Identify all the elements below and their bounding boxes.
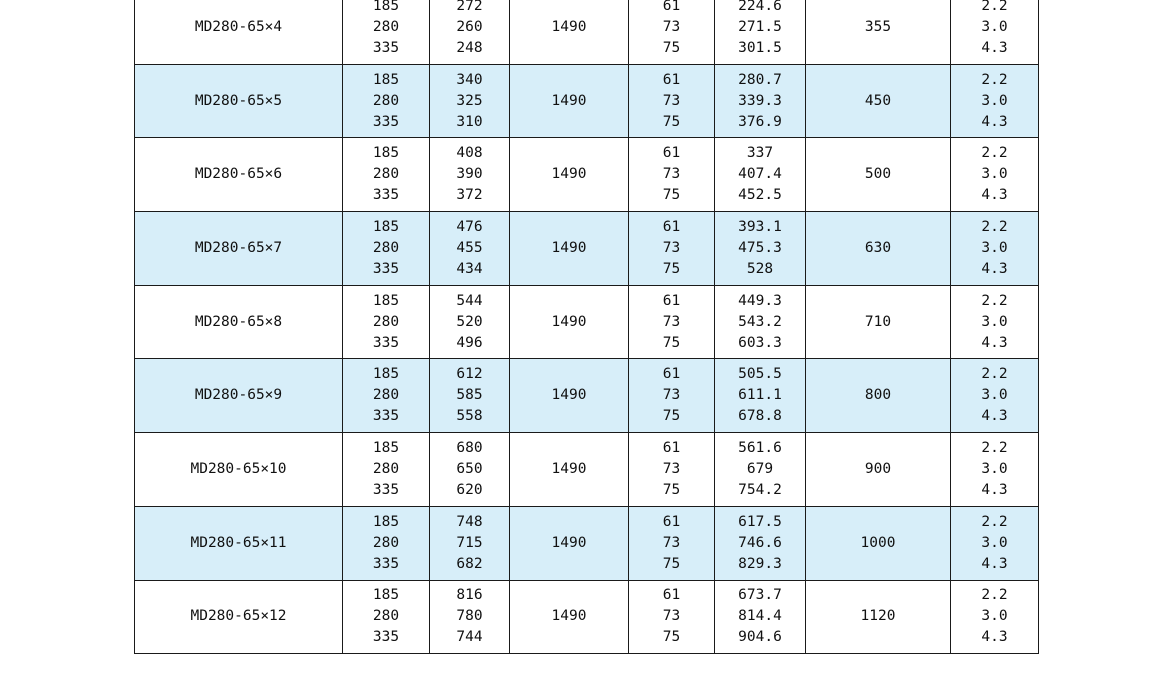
flow-cell-value: 280 (372, 239, 400, 256)
head-cell (430, 285, 510, 359)
flow-cell-value: 335 (372, 629, 400, 646)
shaft-power-cell (715, 433, 806, 507)
shaft-power-cell-value: 301.5 (738, 39, 782, 56)
table-row (135, 138, 1039, 212)
head-cell-value: 408 (456, 145, 483, 162)
efficiency-cell-value: 61 (662, 587, 681, 604)
efficiency-cell (629, 64, 715, 138)
shaft-power-cell-value: 452.5 (738, 187, 782, 204)
head-cell-value: 816 (456, 587, 483, 604)
pump-performance-table (134, 0, 1039, 654)
efficiency-cell-value: 61 (662, 0, 681, 14)
efficiency-cell (629, 138, 715, 212)
flow-cell-value: 280 (372, 387, 400, 404)
npsh-cell-value: 4.3 (981, 555, 1008, 572)
shaft-power-cell-value: 271.5 (738, 18, 782, 35)
efficiency-cell-value: 61 (662, 513, 681, 530)
model-cell: MD280-65×5 (135, 64, 343, 138)
npsh-cell-value: 2.2 (981, 587, 1008, 604)
head-cell-value: 680 (456, 439, 483, 456)
flow-cell-value: 280 (372, 608, 400, 625)
flow-cell-value: 335 (372, 555, 400, 572)
shaft-power-cell-value: 673.7 (738, 587, 782, 604)
flow-cell-value: 185 (372, 292, 400, 309)
flow-cell-value: 335 (372, 408, 400, 425)
npsh-cell-value: 4.3 (981, 113, 1008, 130)
model-cell: MD280-65×10 (135, 433, 343, 507)
shaft-power-cell (715, 285, 806, 359)
flow-cell-value: 335 (372, 334, 400, 351)
shaft-power-cell-value: 224.6 (738, 0, 782, 14)
head-cell-value: 476 (456, 218, 483, 235)
efficiency-cell-value: 75 (662, 39, 681, 56)
motor-power-cell: 800 (806, 359, 951, 433)
efficiency-cell-value: 73 (662, 313, 681, 330)
speed-cell: 1490 (510, 580, 629, 654)
shaft-power-cell-value: 376.9 (738, 113, 782, 130)
efficiency-cell-value: 61 (662, 366, 681, 383)
shaft-power-cell-value: 475.3 (738, 239, 782, 256)
efficiency-cell (629, 433, 715, 507)
efficiency-cell-value: 61 (662, 218, 681, 235)
head-cell-value: 260 (456, 18, 483, 35)
efficiency-cell-value: 73 (662, 460, 681, 477)
npsh-cell-value: 4.3 (981, 260, 1008, 277)
flow-cell-value: 335 (372, 187, 400, 204)
efficiency-cell-value: 75 (662, 334, 681, 351)
head-cell (430, 212, 510, 286)
head-cell-value: 496 (456, 334, 483, 351)
npsh-cell-value: 3.0 (981, 387, 1008, 404)
shaft-power-cell-value: 561.6 (738, 439, 782, 456)
npsh-cell (951, 0, 1039, 64)
npsh-cell-value: 4.3 (981, 334, 1008, 351)
head-cell-value: 682 (456, 555, 483, 572)
flow-cell-value: 185 (372, 587, 400, 604)
flow-cell-value: 335 (372, 260, 400, 277)
shaft-power-cell (715, 212, 806, 286)
head-cell-value: 744 (456, 629, 483, 646)
speed-cell: 1490 (510, 285, 629, 359)
npsh-cell (951, 64, 1039, 138)
flow-cell-value: 335 (372, 481, 400, 498)
shaft-power-cell-value: 528 (746, 260, 774, 277)
flow-cell (343, 433, 430, 507)
table-row (135, 433, 1039, 507)
head-cell (430, 359, 510, 433)
efficiency-cell (629, 359, 715, 433)
speed-cell: 1490 (510, 138, 629, 212)
speed-cell: 1490 (510, 359, 629, 433)
shaft-power-cell-value: 754.2 (738, 481, 782, 498)
shaft-power-cell-value: 280.7 (738, 71, 782, 88)
efficiency-cell (629, 212, 715, 286)
flow-cell (343, 138, 430, 212)
efficiency-cell-value: 73 (662, 608, 681, 625)
efficiency-cell-value: 61 (662, 292, 681, 309)
shaft-power-cell (715, 359, 806, 433)
efficiency-cell-value: 75 (662, 408, 681, 425)
efficiency-cell-value: 75 (662, 481, 681, 498)
head-cell-value: 558 (456, 408, 483, 425)
shaft-power-cell-value: 505.5 (738, 366, 782, 383)
shaft-power-cell-value: 603.3 (738, 334, 782, 351)
efficiency-cell-value: 75 (662, 260, 681, 277)
npsh-cell (951, 212, 1039, 286)
npsh-cell-value: 3.0 (981, 313, 1008, 330)
motor-power-cell: 630 (806, 212, 951, 286)
flow-cell (343, 580, 430, 654)
npsh-cell (951, 359, 1039, 433)
speed-cell: 1490 (510, 0, 629, 64)
flow-cell-value: 185 (372, 439, 400, 456)
head-cell-value: 372 (456, 187, 483, 204)
efficiency-cell-value: 73 (662, 239, 681, 256)
efficiency-cell-value: 61 (662, 145, 681, 162)
efficiency-cell-value: 73 (662, 534, 681, 551)
table-body (135, 0, 1039, 654)
efficiency-cell-value: 75 (662, 629, 681, 646)
npsh-cell (951, 285, 1039, 359)
head-cell-value: 544 (456, 292, 483, 309)
head-cell-value: 248 (456, 39, 483, 56)
shaft-power-cell-value: 678.8 (738, 408, 782, 425)
efficiency-cell-value: 73 (662, 387, 681, 404)
model-cell: MD280-65×4 (135, 0, 343, 64)
shaft-power-cell-value: 746.6 (738, 534, 782, 551)
motor-power-cell: 355 (806, 0, 951, 64)
npsh-cell (951, 433, 1039, 507)
head-cell-value: 612 (456, 366, 483, 383)
table-row (135, 285, 1039, 359)
npsh-cell-value: 3.0 (981, 239, 1008, 256)
head-cell-value: 650 (456, 460, 483, 477)
head-cell-value: 715 (456, 534, 483, 551)
shaft-power-cell-value: 904.6 (738, 629, 782, 646)
head-cell-value: 325 (456, 92, 483, 109)
flow-cell-value: 280 (372, 313, 400, 330)
head-cell-value: 520 (456, 313, 483, 330)
npsh-cell-value: 2.2 (981, 513, 1008, 530)
flow-cell-value: 185 (372, 218, 400, 235)
shaft-power-cell-value: 407.4 (738, 166, 782, 183)
motor-power-cell: 710 (806, 285, 951, 359)
efficiency-cell-value: 61 (662, 439, 681, 456)
motor-power-cell: 500 (806, 138, 951, 212)
head-cell-value: 748 (456, 513, 483, 530)
head-cell (430, 580, 510, 654)
flow-cell-value: 280 (372, 534, 400, 551)
flow-cell-value: 185 (372, 71, 400, 88)
head-cell-value: 390 (456, 166, 483, 183)
table-row (135, 359, 1039, 433)
npsh-cell-value: 3.0 (981, 18, 1008, 35)
npsh-cell (951, 580, 1039, 654)
efficiency-cell-value: 73 (662, 92, 681, 109)
npsh-cell-value: 4.3 (981, 629, 1008, 646)
head-cell-value: 620 (456, 481, 483, 498)
shaft-power-cell-value: 543.2 (738, 313, 782, 330)
shaft-power-cell-value: 829.3 (738, 555, 782, 572)
flow-cell-value: 185 (372, 145, 400, 162)
efficiency-cell-value: 75 (662, 113, 681, 130)
flow-cell-value: 280 (372, 92, 400, 109)
shaft-power-cell-value: 814.4 (738, 608, 782, 625)
flow-cell-value: 280 (372, 18, 400, 35)
efficiency-cell (629, 285, 715, 359)
flow-cell-value: 335 (372, 113, 400, 130)
npsh-cell-value: 4.3 (981, 39, 1008, 56)
npsh-cell-value: 3.0 (981, 460, 1008, 477)
table-row (135, 64, 1039, 138)
model-cell: MD280-65×8 (135, 285, 343, 359)
head-cell (430, 433, 510, 507)
npsh-cell (951, 506, 1039, 580)
head-cell (430, 506, 510, 580)
flow-cell (343, 212, 430, 286)
flow-cell (343, 359, 430, 433)
npsh-cell-value: 2.2 (981, 145, 1008, 162)
model-cell: MD280-65×6 (135, 138, 343, 212)
motor-power-cell: 1120 (806, 580, 951, 654)
flow-cell-value: 280 (372, 460, 400, 477)
table-row (135, 506, 1039, 580)
motor-power-cell: 450 (806, 64, 951, 138)
model-cell: MD280-65×12 (135, 580, 343, 654)
flow-cell-value: 280 (372, 166, 400, 183)
shaft-power-cell-value: 611.1 (738, 387, 782, 404)
head-cell (430, 64, 510, 138)
speed-cell: 1490 (510, 64, 629, 138)
efficiency-cell-value: 75 (662, 555, 681, 572)
efficiency-cell (629, 506, 715, 580)
shaft-power-cell (715, 506, 806, 580)
motor-power-cell: 1000 (806, 506, 951, 580)
flow-cell-value: 185 (372, 366, 400, 383)
npsh-cell-value: 3.0 (981, 534, 1008, 551)
npsh-cell-value: 3.0 (981, 608, 1008, 625)
flow-cell (343, 285, 430, 359)
table-row (135, 580, 1039, 654)
head-cell-value: 780 (456, 608, 483, 625)
flow-cell (343, 506, 430, 580)
npsh-cell-value: 2.2 (981, 439, 1008, 456)
npsh-cell (951, 138, 1039, 212)
head-cell-value: 434 (456, 260, 483, 277)
speed-cell: 1490 (510, 212, 629, 286)
head-cell-value: 455 (456, 239, 483, 256)
npsh-cell-value: 3.0 (981, 92, 1008, 109)
table-row (135, 0, 1039, 64)
efficiency-cell-value: 73 (662, 18, 681, 35)
efficiency-cell-value: 61 (662, 71, 681, 88)
head-cell-value: 585 (456, 387, 483, 404)
head-cell (430, 138, 510, 212)
npsh-cell-value: 4.3 (981, 187, 1008, 204)
flow-cell (343, 64, 430, 138)
flow-cell-value: 335 (372, 39, 400, 56)
flow-cell-value: 185 (372, 0, 400, 14)
head-cell (430, 0, 510, 64)
efficiency-cell-value: 75 (662, 187, 681, 204)
flow-cell (343, 0, 430, 64)
speed-cell: 1490 (510, 433, 629, 507)
model-cell: MD280-65×7 (135, 212, 343, 286)
shaft-power-cell-value: 339.3 (738, 92, 782, 109)
speed-cell: 1490 (510, 506, 629, 580)
npsh-cell-value: 3.0 (981, 166, 1008, 183)
shaft-power-cell (715, 138, 806, 212)
head-cell-value: 340 (456, 71, 483, 88)
shaft-power-cell-value: 449.3 (738, 292, 782, 309)
npsh-cell-value: 2.2 (981, 218, 1008, 235)
npsh-cell-value: 2.2 (981, 292, 1008, 309)
model-cell: MD280-65×11 (135, 506, 343, 580)
npsh-cell-value: 4.3 (981, 481, 1008, 498)
head-cell-value: 310 (456, 113, 483, 130)
motor-power-cell: 900 (806, 433, 951, 507)
npsh-cell-value: 2.2 (981, 0, 1008, 14)
shaft-power-cell-value: 393.1 (738, 218, 782, 235)
npsh-cell-value: 4.3 (981, 408, 1008, 425)
shaft-power-cell-value: 337 (746, 145, 774, 162)
efficiency-cell (629, 0, 715, 64)
head-cell-value: 272 (456, 0, 483, 14)
model-cell: MD280-65×9 (135, 359, 343, 433)
shaft-power-cell (715, 0, 806, 64)
shaft-power-cell-value: 617.5 (738, 513, 782, 530)
table-row (135, 212, 1039, 286)
shaft-power-cell-value: 679 (746, 460, 774, 477)
npsh-cell-value: 2.2 (981, 366, 1008, 383)
shaft-power-cell (715, 580, 806, 654)
npsh-cell-value: 2.2 (981, 71, 1008, 88)
shaft-power-cell (715, 64, 806, 138)
flow-cell-value: 185 (372, 513, 400, 530)
efficiency-cell (629, 580, 715, 654)
efficiency-cell-value: 73 (662, 166, 681, 183)
